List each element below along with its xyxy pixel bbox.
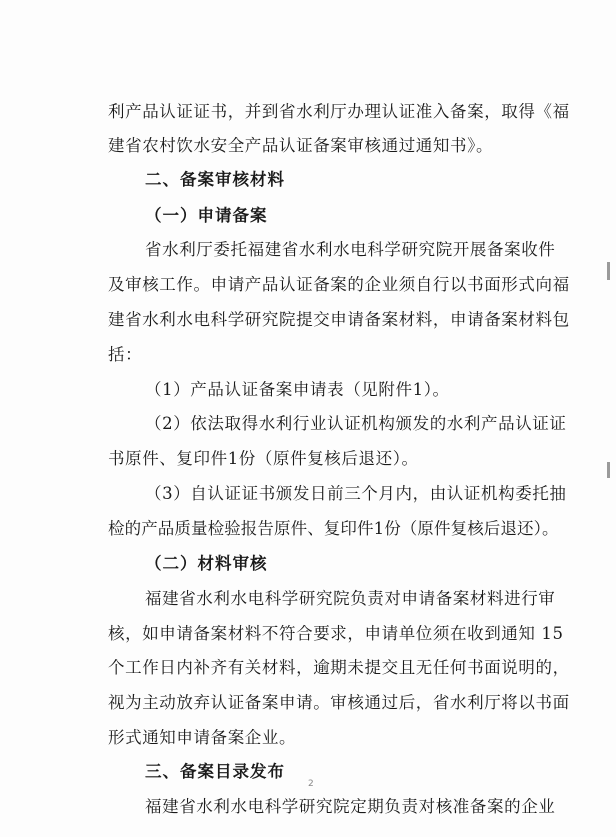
body-line-7: 建省水利水电科学研究院提交申请备案材料，申请备案材料包 [108, 310, 570, 329]
body-line-19: 形式通知申请备案企业。 [108, 728, 297, 747]
section-heading-2: 二、备案审核材料 [145, 170, 285, 189]
body-line-17: 个工作日内补齐有关材料，逾期未提交且无任何书面说明的， [108, 658, 570, 677]
body-line-6: 及审核工作。申请产品认证备案的企业须自行以书面形式向福 [108, 275, 570, 294]
body-line-8: 括： [108, 345, 143, 364]
body-line-2: 建省农村饮水安全产品认证备案审核通过通知书》。 [108, 136, 494, 155]
body-line-5: 省水利厅委托福建省水利水电科学研究院开展备案收件 [145, 240, 556, 259]
body-line-1: 利产品认证证书，并到省水利厅办理认证准入备案，取得《福 [108, 102, 570, 121]
body-line-18: 视为主动放弃认证备案申请。审核通过后，省水利厅将以书面 [108, 693, 570, 712]
list-item-3: （3）自认证证书颁发日前三个月内，由认证机构委托抽 [145, 484, 567, 503]
subsection-heading-apply: （一）申请备案 [145, 206, 268, 225]
list-item-2-cont: 书原件、复印件1份（原件复核后退还）。 [108, 449, 419, 468]
body-line-15: 福建省水利水电科学研究院负责对申请备案材料进行审 [145, 589, 556, 608]
page-number: 2 [308, 779, 314, 789]
list-item-3-cont: 检的产品质量检验报告原件、复印件1份（原件复核后退还）。 [108, 519, 559, 538]
body-line-16: 核，如申请备案材料不符合要求，申请单位须在收到通知 15 [108, 624, 564, 643]
list-item-2: （2）依法取得水利行业认证机构颁发的水利产品认证证 [145, 414, 567, 433]
scan-edge-mark [607, 462, 610, 478]
section-heading-3: 三、备案目录发布 [145, 762, 285, 781]
list-item-1: （1）产品认证备案申请表（见附件1）。 [145, 380, 450, 399]
subsection-heading-review: （二）材料审核 [145, 554, 268, 573]
body-line-21: 福建省水利水电科学研究院定期负责对核准备案的企业 [145, 797, 556, 816]
scan-edge-mark [607, 262, 610, 280]
